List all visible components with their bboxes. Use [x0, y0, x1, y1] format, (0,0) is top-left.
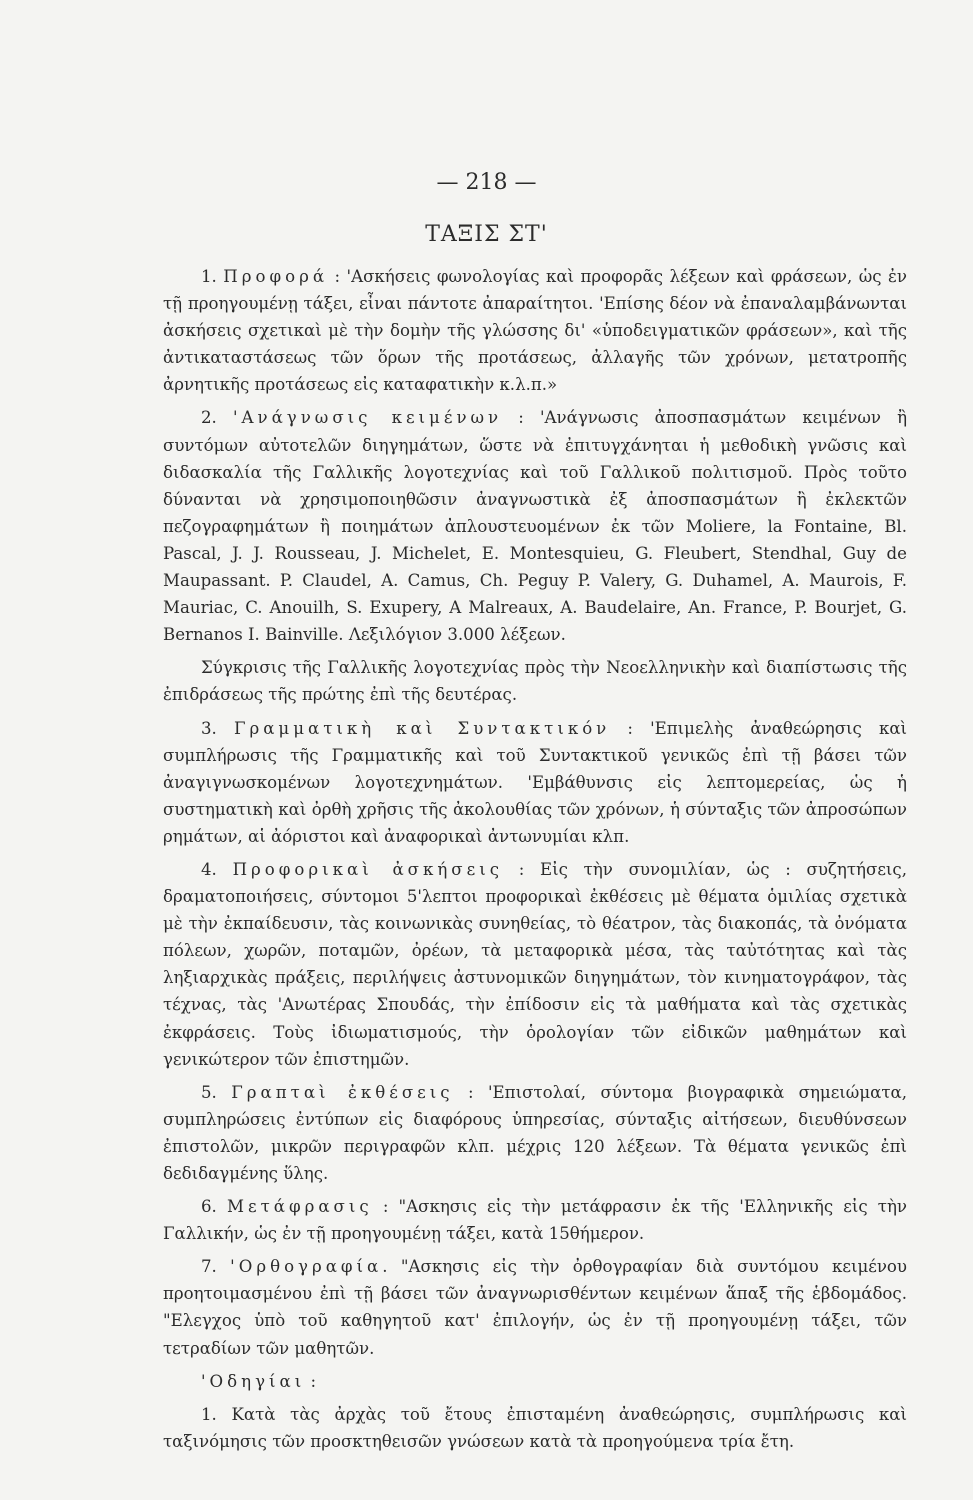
item-heading: 'Ορθογραφία [230, 1257, 383, 1277]
instructions-heading-text: 'Οδηγίαι [201, 1371, 306, 1391]
item-text: Εἰς τὴν συνομιλίαν, ὡς : συζητήσεις, δραματοποιήσεις, σύντομοι 5'λεπτοι προφορικαὶ ἐκθέσεις μὲ θέματα ὁμιλίας σχετικὰ μὲ τὴν ἐκπαίδευσιν, τὰς κοινωνικὰς συνηθείας, τὸ θέατρον, τὰς διακοπάς, τὰ ὀνόματα πόλεων, χωρῶν, ποταμῶν, ὀρέων, τὰ μεταφορικὰ μέσα, τὰς ταὐτότητας καὶ τὰς ληξιαρχικὰς πράξεις, περιλήψεις ἀστυνομικῶν διηγημάτων, τὸν κινηματογράφον, τὰς τέχνας, τὰς 'Ανωτέρας Σπουδάς, τὴν ἐπίδοσιν εἰς τὰ μαθήματα καὶ τὰς σχετικὰς ἐκφράσεις. Τοὺς ἰδιωματισμούς, τὴν ὁρολογίαν τῶν εἰδικῶν μαθημάτων καὶ γενικώτερον τῶν ἐπιστημῶν. [163, 859, 907, 1069]
item-heading: Γραμματικὴ καὶ Συντακτικόν [233, 718, 611, 738]
item-text: 'Επιστολαί, σύντομα βιογραφικὰ σημειώματα, συμπληρώσεις ἐντύπων εἰς διαφόρους ὑπηρεσίας, σύνταξις αἰτήσεων, διευθύνσεων ἐπιστολῶν, μικρῶν περιγραφῶν κλπ. μέχρις 120 λέξεων. Τὰ θέματα γενικῶς ἐπὶ δεδιδαγμένης ὕλης. [163, 1082, 907, 1183]
item-number: 1. [201, 267, 217, 286]
item-number: 4. [201, 859, 217, 879]
item-text: Σύγκρισις τῆς Γαλλικῆς λογοτεχνίας πρὸς τὴν Νεοελληνικὴν καὶ διαπίστωσις τῆς ἐπιδράσεως τῆς πρώτης ἐπὶ τῆς δευτέρας. [163, 658, 907, 705]
item-number: 6. [201, 1197, 217, 1217]
item-heading: Γραπταὶ ἐκθέσεις [231, 1082, 454, 1102]
item-text: 'Ανάγνωσις ἀποσπασμάτων κειμένων ἢ συντόμων αὐτοτελῶν διηγημάτων, ὥστε νὰ ἐπιτυγχάνηται ἡ μεθοδικὴ γνῶσις καὶ διδασκαλία τῆς Γαλλικῆς λογοτεχνίας καὶ τοῦ Γαλλικοῦ πολιτισμοῦ. Πρὸς τοῦτο δύνανται νὰ χρησιμοποιηθῶσιν ἀναγνωστικὰ ἐξ ἀποσπασμάτων ἢ ἐκλεκτῶν πεζογραφημάτων ἢ ποιημάτων ἀπλουστευομένων ἐκ τῶν Moliere, la Fontaine, Bl. Pascal, J. J. Rousseau, J. Michelet, E. Montesquieu, G. Fleubert, Stendhal, Guy de Maupassant. P. Claudel, A. Camus, Ch. Peguy P. Valery, G. Duhamel, A. Maurois, F. Mauriac, C. Anouilh, S. Exupery, A Malreaux, A. Baudelaire, An. France, P. Bourjet, G. Bernanos I. Bainville. Λεξιλόγιον 3.000 λέξεων. [163, 408, 908, 645]
paragraph-orthography [163, 1253, 907, 1361]
paragraph-oral-exercises [163, 856, 907, 1073]
body-text [163, 263, 907, 1455]
item-separator: : [518, 859, 525, 879]
item-separator: : [627, 718, 633, 738]
item-text: Κατὰ τὰς ἀρχὰς τοῦ ἔτους ἐπισταμένη ἀναθεώρησις, συμπλήρωσις καὶ ταξινόμησις τῶν προσκτηθεισῶν γνώσεων κατὰ τὰ προηγούμενα τρία ἔτη. [163, 1404, 907, 1451]
item-separator: : [518, 408, 524, 428]
item-separator: : [382, 1197, 389, 1217]
item-heading: Μετάφρασις [226, 1197, 373, 1217]
item-number: 7. [201, 1257, 217, 1277]
item-separator: : [310, 1371, 317, 1391]
item-heading: Προφορά [223, 267, 329, 286]
instructions-heading [163, 1368, 907, 1395]
section-title: ΤΑΞΙΣ ΣΤ' [425, 222, 548, 247]
paragraph-pronunciation [163, 263, 907, 398]
item-heading: 'Ανάγνωσις κειμένων [232, 408, 503, 428]
paragraph-reading [163, 404, 907, 648]
item-heading: Προφορικαὶ ἀσκήσεις [232, 859, 504, 879]
item-text: "Ασκησις εἰς τὴν ὀρθογραφίαν διὰ συντόμου κειμένου προητοιμασμένου ἐπὶ τῇ βάσει τῶν ἀναγνωρισθέντων κειμένων ἅπαξ τῆς ἑβδομάδος. "Ελεγχος ὑπὸ τοῦ καθηγητοῦ κατ' ἐπιλογήν, ὡς ἐν τῇ προηγουμένῃ τάξει, τῶν τετραδίων τῶν μαθητῶν. [163, 1257, 907, 1358]
item-text: 'Επιμελὴς ἀναθεώρησις καὶ συμπλήρωσις τῆς Γραμματικῆς καὶ τοῦ Συντακτικοῦ γενικῶς ἐπὶ τῇ βάσει τῶν ἀναγιγνωσκομένων λογοτεχνημάτων. 'Εμβάθυνσις εἰς λεπτομερείας, ὡς ἡ συστηματικὴ καὶ ὀρθὴ χρῆσις τῆς ἀκολουθίας τῶν χρόνων, ἡ σύνταξις τῶν ἀπροσώπων ρημάτων, αἱ ἀόριστοι καὶ ἀναφορικαὶ ἀντωνυμίαι κλπ. [163, 718, 908, 846]
item-number: 2. [201, 408, 217, 428]
item-number: 3. [201, 718, 217, 738]
paragraph-comparison [163, 654, 907, 708]
item-text: "Ασκησις εἰς τὴν μετάφρασιν ἐκ τῆς 'Ελληνικῆς εἰς τὴν Γαλλικήν, ὡς ἐν τῇ προηγουμένῃ τάξει, κατὰ 15θήμερον. [163, 1197, 907, 1244]
item-separator: . [382, 1257, 388, 1277]
paragraph-grammar [163, 715, 907, 850]
paragraph-written-essays [163, 1079, 907, 1187]
item-separator: : [467, 1082, 474, 1102]
page-number: — 218 — [436, 170, 537, 195]
item-number: 5. [201, 1082, 217, 1102]
paragraph-translation [163, 1193, 907, 1247]
instruction-item [163, 1401, 907, 1455]
item-separator: : [334, 267, 341, 286]
item-number: 1. [201, 1404, 217, 1424]
item-text: 'Ασκήσεις φωνολογίας καὶ προφορᾶς λέξεων καὶ φράσεων, ὡς ἐν τῇ προηγουμένῃ τάξει, εἶναι πάντοτε ἀπαραίτητοι. 'Επίσης δέον νὰ ἐπαναλαμβάνωνται ἀσκήσεις σχετικαὶ μὲ τὴν δομὴν τῆς γλώσσης δι' «ὑποδειγματικῶν φράσεων», καὶ τῆς ἀντικαταστάσεως τῶν ὅρων τῆς προτάσεως, ἀλλαγῆς τῶν χρόνων, μετατροπῆς ἀρνητικῆς προτάσεως εἰς καταφατικὴν κ.λ.π.» [163, 267, 907, 395]
